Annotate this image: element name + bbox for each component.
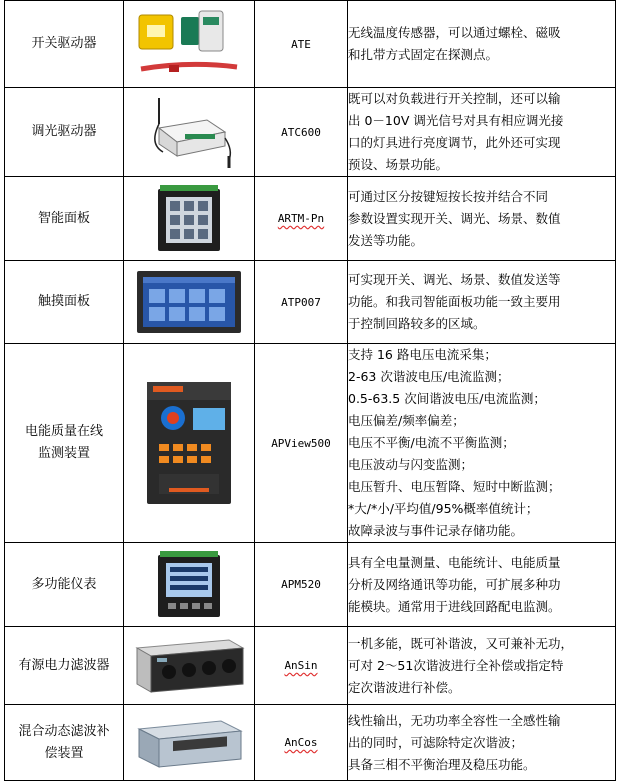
product-name-line: 监测装置 <box>37 446 90 461</box>
product-name: 触摸面板 <box>37 294 90 309</box>
description-line: *大/*小/平均值/95%概率值统计； <box>348 501 539 516</box>
multifunction-meter-image <box>144 549 234 621</box>
product-description-cell <box>348 627 616 705</box>
product-name-line: 偿装置 <box>44 745 84 761</box>
product-name-cell <box>5 88 124 177</box>
product-name-cell <box>5 543 124 627</box>
description-line: 可对 2～51次谐波进行全补偿或指定特 <box>348 657 564 673</box>
product-model-cell <box>255 1 348 88</box>
description-line: 功能。和我司智能面板功能一致主要用 <box>348 294 561 309</box>
product-description-cell <box>348 177 616 261</box>
description-line: 发送等功能。 <box>348 232 424 248</box>
description-line: 既可以对负载进行开关控制，还可以输 <box>348 91 561 106</box>
product-model-cell <box>255 177 348 261</box>
product-model: ATP007 <box>281 295 321 309</box>
product-name-cell <box>5 1 124 88</box>
power-quality-monitor-image <box>139 378 239 508</box>
product-model: ATE <box>291 37 311 51</box>
description-line: 口的灯具进行亮度调节，此外还可实现 <box>348 135 561 150</box>
description-line: 无线温度传感器，可以通过螺栓、磁吸 <box>348 25 561 40</box>
description-line: 具备三相不平衡治理及稳压功能。 <box>348 756 536 772</box>
description-line: 出 0－10V 调光信号对具有相应调光接 <box>348 113 564 128</box>
description-line: 0.5-63.5 次间谐波电压/电流监测； <box>348 391 546 406</box>
description-line: 电压波动与闪变监测； <box>348 457 474 472</box>
product-name: 开关驱动器 <box>31 36 97 51</box>
product-model-cell <box>255 88 348 177</box>
description-line: 一机多能，既可补谐波，又可兼补无功， <box>348 635 574 651</box>
description-line: 出的同时，可滤除特定次谐波； <box>348 734 524 750</box>
product-image-cell <box>124 88 255 177</box>
description-line: 和扎带方式固定在探测点。 <box>348 47 499 62</box>
description-line: 电压不平衡/电流不平衡监测； <box>348 435 515 450</box>
product-image-cell <box>124 344 255 543</box>
product-model: APM520 <box>281 578 321 591</box>
product-description-cell <box>348 344 616 543</box>
product-model-cell <box>255 627 348 705</box>
description-line: 线性输出，无功功率全容性一全感性输 <box>348 712 561 728</box>
product-name-cell <box>5 261 124 344</box>
touch-panel-image <box>133 267 245 337</box>
product-name: 调光驱动器 <box>31 124 97 139</box>
product-name-line: 电能质量在线 <box>24 424 103 439</box>
table-row <box>5 543 616 627</box>
description-line: 于控制回路较多的区域。 <box>348 316 486 331</box>
product-description-cell <box>348 705 616 781</box>
table-row <box>5 344 616 543</box>
table-row <box>5 705 616 781</box>
description-line: 预设、场景功能。 <box>348 157 449 172</box>
product-name: 有源电力滤波器 <box>18 657 110 673</box>
wireless-temperature-sensor-image <box>129 7 249 82</box>
product-table <box>4 0 616 781</box>
description-line: 定次谐波进行补偿。 <box>348 679 461 695</box>
description-line: 参数设置实现开关、调光、场景、数值 <box>348 210 561 226</box>
product-image-cell <box>124 543 255 627</box>
product-image-cell <box>124 177 255 261</box>
table-row <box>5 177 616 261</box>
product-image-cell <box>124 705 255 781</box>
product-model-cell <box>255 543 348 627</box>
product-model-cell <box>255 261 348 344</box>
product-model: ATC600 <box>281 125 321 139</box>
product-model-cell <box>255 344 348 543</box>
product-description-cell <box>348 88 616 177</box>
description-line: 分析及网络通讯等功能，可扩展多种功 <box>348 576 561 592</box>
dimming-driver-image <box>129 94 249 170</box>
product-model: AnSin <box>284 659 318 672</box>
table-row <box>5 261 616 344</box>
table-row <box>5 88 616 177</box>
product-name-cell <box>5 344 124 543</box>
active-power-filter-image <box>129 634 249 698</box>
product-description-cell <box>348 1 616 88</box>
smart-panel-image <box>144 183 234 255</box>
description-line: 故障录波与事件记录存储功能。 <box>348 523 524 538</box>
product-image-cell <box>124 261 255 344</box>
table-row <box>5 1 616 88</box>
product-name: 智能面板 <box>37 210 90 226</box>
description-line: 电压偏差/频率偏差； <box>348 413 465 428</box>
product-image-cell <box>124 1 255 88</box>
product-model: APView500 <box>271 436 331 450</box>
product-name-cell <box>5 705 124 781</box>
product-description-cell <box>348 261 616 344</box>
product-name-line: 混合动态滤波补 <box>18 723 110 739</box>
product-name: 多功能仪表 <box>31 576 97 592</box>
product-description-cell <box>348 543 616 627</box>
table-row <box>5 627 616 705</box>
product-model-cell <box>255 705 348 781</box>
product-name-cell <box>5 177 124 261</box>
description-line: 可实现开关、调光、场景、数值发送等 <box>348 272 561 287</box>
product-name-cell <box>5 627 124 705</box>
description-line: 电压暂升、电压暂降、短时中断监测； <box>348 479 561 494</box>
product-image-cell <box>124 627 255 705</box>
description-line: 能模块。通常用于进线回路配电监测。 <box>348 598 561 614</box>
description-line: 具有全电量测量、电能统计、电能质量 <box>348 554 561 570</box>
description-line: 可通过区分按键短按长按并结合不同 <box>348 188 549 204</box>
product-model: AnCos <box>284 736 318 749</box>
product-model: ARTM-Pn <box>277 212 325 225</box>
description-line: 支持 16 路电压电流采集； <box>348 347 497 362</box>
description-line: 2-63 次谐波电压/电流监测； <box>348 369 510 384</box>
